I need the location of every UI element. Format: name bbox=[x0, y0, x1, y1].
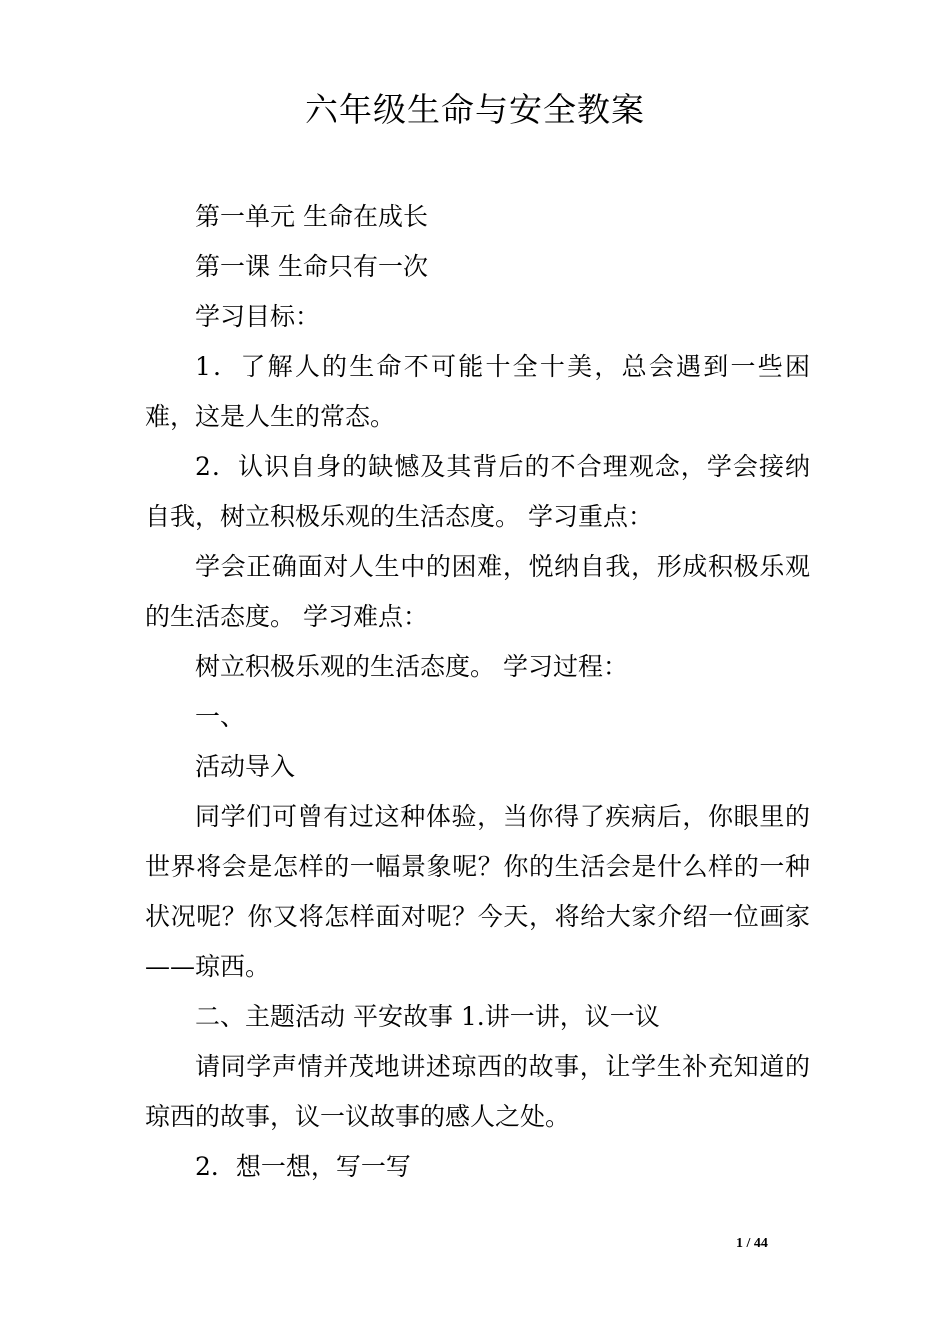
document-title: 六年级生命与安全教案 bbox=[305, 90, 645, 129]
paragraph-activity-intro: 活动导入 bbox=[195, 752, 296, 781]
paragraph-section-two: 二、主题活动 平安故事 1.讲一讲，议一议 bbox=[195, 1002, 660, 1031]
paragraph-section-one: 一、 bbox=[195, 702, 246, 731]
paragraph-difficulties: 树立积极乐观的生活态度。 学习过程： bbox=[195, 652, 628, 681]
paragraph-think-write: 2．想一想，写一写 bbox=[195, 1152, 411, 1181]
page-number: 1 / 44 bbox=[736, 1236, 768, 1251]
paragraph-objectives-label: 学习目标： bbox=[195, 302, 321, 331]
paragraph-intro-text: 同学们可曾有过这种体验，当你得了疾病后，你眼里的世界将会是怎样的一幅景象呢？你的生活会是什么样的一种状况呢？你又将怎样面对呢？今天，将给大家介绍一位画家——琼西。 bbox=[145, 802, 810, 981]
paragraph-story-text: 请同学声情并茂地讲述琼西的故事，让学生补充知道的琼西的故事，议一议故事的感人之处。 bbox=[145, 1052, 810, 1131]
paragraph-unit-heading: 第一单元 生命在成长 bbox=[195, 202, 428, 231]
paragraph-key-points: 学会正确面对人生中的困难，悦纳自我，形成积极乐观的生活态度。 学习难点： bbox=[145, 552, 810, 631]
paragraph-objective-2: 2．认识自身的缺憾及其背后的不合理观念，学会接纳自我，树立积极乐观的生活态度。 学习重点： bbox=[145, 452, 810, 531]
paragraph-lesson-heading: 第一课 生命只有一次 bbox=[195, 252, 428, 281]
paragraph-objective-1: 1．了解人的生命不可能十全十美，总会遇到一些困难，这是人生的常态。 bbox=[145, 352, 810, 431]
document-body bbox=[145, 192, 810, 1192]
